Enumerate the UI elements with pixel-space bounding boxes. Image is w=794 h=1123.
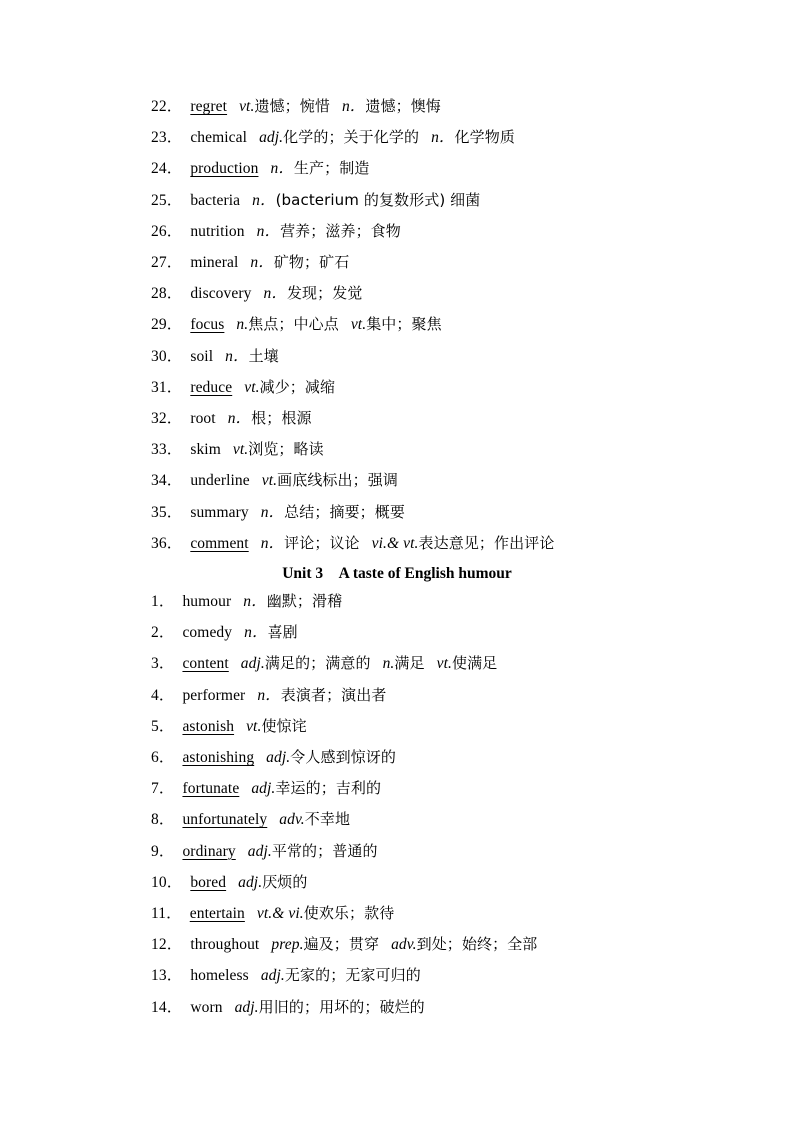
entry-number: 36． [151,534,183,552]
definition-text: 不幸地 [304,810,351,829]
entry-word: skim [190,441,221,459]
entry-number: 14． [151,998,183,1016]
entry-word: comment [190,534,249,552]
entry-word: fortunate [182,780,240,798]
definition-text: 集中；聚焦 [366,315,442,334]
definition-text: 画底线标出；强调 [277,471,398,490]
definition-text: 使欢乐；款待 [303,904,395,922]
part-of-speech: vt. [239,98,255,115]
part-of-speech: n． [225,347,249,365]
vocab-entry [151,125,515,149]
entry-word: discovery [190,285,252,303]
part-of-speech: vt.& vi. [256,905,304,922]
definition-text: 营养；滋养；食物 [280,221,401,240]
entry-number: 10． [151,873,183,891]
vocab-entry [151,219,401,243]
part-of-speech: vt. [244,378,260,396]
part-of-speech: n． [270,160,294,178]
part-of-speech: n． [250,254,274,271]
vocab-entry [151,500,405,524]
definition-text: 到处；始终；全部 [416,935,538,954]
entry-number: 27． [151,254,183,271]
entry-word: underline [190,472,250,490]
entry-number: 32． [151,410,183,427]
part-of-speech: adv. [391,936,417,954]
part-of-speech: n． [256,222,281,240]
part-of-speech: adj. [247,842,272,860]
entry-number: 3． [151,655,175,673]
part-of-speech: adj. [234,998,259,1016]
definition-text: 遗憾；惋惜 [254,97,330,115]
part-of-speech: adj. [266,749,291,766]
entry-number: 1． [151,593,175,610]
vocab-entry [151,870,308,894]
vocab-entry [151,932,537,956]
entry-number: 30． [151,347,183,365]
definition-text: 浏览；略读 [248,440,324,459]
entry-word: focus [190,316,225,334]
definition-text: 发现；发觉 [286,284,363,303]
entry-word: bacteria [190,191,241,209]
definition-text: 减少；减缩 [259,377,336,396]
vocab-entry [151,651,497,675]
vocab-entry [151,995,425,1019]
entry-number: 8． [151,811,175,829]
vocab-entry [151,375,335,399]
definition-text: 使满足 [451,654,498,673]
part-of-speech: adv. [279,811,305,829]
definition-text: 根；根源 [251,409,312,427]
vocab-entry [151,188,480,212]
vocab-entry [151,589,342,613]
vocab-entry [151,312,442,336]
part-of-speech: prep. [271,936,304,954]
entry-word: content [182,655,229,673]
entry-number: 35． [151,503,183,521]
definition-text: 矿物；矿石 [273,253,350,271]
part-of-speech: vt. [232,441,249,459]
entry-number: 4． [151,686,175,704]
entry-number: 6． [151,749,175,766]
entry-word: worn [190,998,223,1016]
definition-text: 幽默；滑稽 [266,592,343,610]
entry-word: homeless [190,967,249,985]
vocab-entry [151,745,396,769]
definition-text: 化学的；关于化学的 [283,128,420,147]
definition-text: 遗憾；懊悔 [365,97,441,115]
entry-number: 33． [151,441,183,459]
vocab-entry [151,250,349,274]
vocab-entry [151,901,394,925]
vocab-entry [151,94,441,118]
definition-text: 幸运的；吉利的 [275,779,382,798]
entry-number: 24． [151,160,183,178]
vocab-entry [151,344,279,368]
entry-word: unfortunately [182,811,268,829]
part-of-speech: n． [260,534,285,552]
entry-word: throughout [190,936,260,954]
entry-word: chemical [190,129,248,147]
entry-number: 28． [151,285,183,303]
vocab-entry [151,468,398,492]
entry-word: production [190,160,259,178]
part-of-speech: n． [431,129,455,147]
entry-number: 9． [151,842,175,860]
vocab-entry [151,963,421,987]
part-of-speech: vi.& vt. [371,534,419,552]
part-of-speech: vt. [350,316,367,334]
entry-word: reduce [190,378,233,396]
part-of-speech: n． [252,191,276,209]
definition-text: (bacterium 的复数形式) 细菌 [275,190,481,209]
entry-number: 22． [151,98,183,115]
part-of-speech: adj. [259,129,284,147]
part-of-speech: n. [382,655,395,673]
vocab-entry [151,776,381,800]
entry-word: soil [190,347,214,365]
definition-text: 满足 [394,654,425,673]
entry-number: 26． [151,222,183,240]
entry-number: 11． [151,905,182,922]
part-of-speech: n． [341,98,366,115]
definition-text: 厌烦的 [262,872,308,891]
entry-word: summary [190,503,249,521]
part-of-speech: vt. [246,717,262,735]
entry-number: 12． [151,936,183,954]
vocab-entry [151,531,554,555]
entry-word: entertain [189,905,245,922]
entry-number: 31． [151,378,183,396]
vocab-entry [151,437,324,461]
part-of-speech: adj. [260,967,285,985]
definition-text: 使惊诧 [261,716,307,735]
part-of-speech: n． [257,686,281,704]
definition-text: 总结；摘要；概要 [284,502,405,521]
vocab-entry [151,620,298,644]
definition-text: 焦点；中心点 [248,315,339,334]
entry-number: 34． [151,472,183,490]
entry-word: root [190,410,216,427]
definition-text: 无家的；无家可归的 [284,966,421,985]
part-of-speech: vt. [261,472,278,490]
part-of-speech: n． [263,285,287,303]
part-of-speech: n. [236,316,249,334]
part-of-speech: n． [227,410,252,427]
vocab-entry [151,406,312,430]
definition-text: 表达意见；作出评论 [418,533,555,552]
definition-text: 用旧的；用坏的；破烂的 [258,997,425,1016]
entry-word: mineral [190,254,239,271]
part-of-speech: adj. [238,873,263,891]
definition-text: 土壤 [248,346,279,365]
part-of-speech: n． [260,503,285,521]
definition-text: 喜剧 [267,623,298,642]
vocab-entry [151,156,369,180]
definition-text: 评论；议论 [284,533,360,552]
definition-text: 化学物质 [454,128,515,147]
entry-word: comedy [182,624,233,642]
vocab-entry [151,714,307,738]
part-of-speech: adj. [251,780,276,798]
part-of-speech: n． [244,624,268,642]
entry-number: 23． [151,129,183,147]
part-of-speech: n． [243,593,267,610]
definition-text: 生产；制造 [293,159,370,178]
entry-word: performer [182,686,246,704]
vocab-entry [151,807,350,831]
entry-word: ordinary [182,842,236,860]
entry-number: 7． [151,780,175,798]
definition-text: 满足的；满意的 [264,654,371,673]
entry-word: nutrition [190,222,245,240]
entry-word: regret [190,98,228,115]
definition-text: 表演者；演出者 [280,685,387,704]
vocab-entry [151,281,362,305]
part-of-speech: vt. [436,655,452,673]
entry-number: 13． [151,967,183,985]
unit3-heading: Unit 3 A taste of English humour [282,565,512,582]
definition-text: 平常的；普通的 [271,841,378,860]
entry-number: 2． [151,624,175,642]
entry-number: 29． [151,316,183,334]
part-of-speech: adj. [240,655,265,673]
entry-word: humour [182,593,232,610]
definition-text: 遍及；贯穿 [303,935,380,954]
vocab-entry [151,683,386,707]
entry-number: 25． [151,191,183,209]
definition-text: 令人感到惊讶的 [290,748,396,766]
entry-word: astonishing [182,749,255,766]
vocab-entry [151,839,378,863]
entry-word: bored [190,873,227,891]
entry-word: astonish [182,717,235,735]
entry-number: 5． [151,717,175,735]
